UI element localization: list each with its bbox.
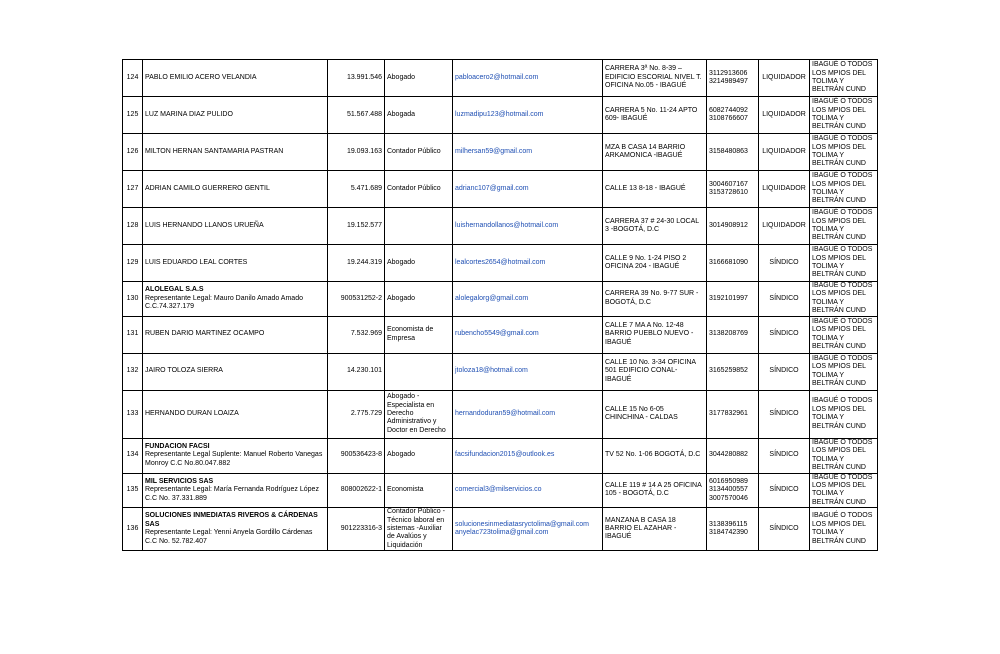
phone-number: 3138208769 <box>709 330 748 338</box>
row-number: 132 <box>126 367 139 375</box>
row-number: 130 <box>126 294 139 302</box>
document-cell <box>328 245 385 282</box>
row-number-cell <box>123 208 143 245</box>
profession-cell <box>385 390 453 438</box>
name-cell <box>143 508 328 551</box>
row-number: 134 <box>126 451 139 459</box>
address-text: CALLE 119 # 14 A 25 OFICINA 105 - BOGOTÁ, D.C <box>605 482 702 498</box>
role-text: SÍNDICO <box>769 330 799 338</box>
email-link[interactable]: luishernandollanos@hotmail.com <box>455 221 559 229</box>
name-cell <box>143 134 328 171</box>
phone-number: 3134400557 <box>709 486 748 494</box>
person-name: Representante Legal: Yenni Anyela Gordillo Cárdenas C.C No. 52.782.407 <box>145 529 313 545</box>
profession-cell <box>385 208 453 245</box>
zone-text: IBAGUÉ O TODOS LOS MPIOS DEL TOLIMA Y BELTRÁN CUND <box>812 246 873 279</box>
profession-text: Economista <box>387 486 424 494</box>
phone-cell <box>707 171 759 208</box>
zone-cell <box>810 316 878 353</box>
profession-text: Contador Público - Técnico laboral en sistemas -Auxiliar de Avalúos y Liquidación <box>387 508 445 549</box>
email-link[interactable]: lealcortes2654@hotmail.com <box>455 258 546 266</box>
document-cell <box>328 97 385 134</box>
profession-text: Abogado - Especialista en Derecho Administrativo y Doctor en Derecho <box>387 393 446 434</box>
phone-cell <box>707 282 759 317</box>
role-text: LIQUIDADOR <box>762 110 806 118</box>
role-text: SÍNDICO <box>769 258 799 266</box>
phone-number: 3044280882 <box>709 451 748 459</box>
role-cell <box>759 508 810 551</box>
document-cell <box>328 282 385 317</box>
document-cell <box>328 473 385 508</box>
profession-cell <box>385 97 453 134</box>
role-text: SÍNDICO <box>769 486 799 494</box>
row-number-cell <box>123 171 143 208</box>
phone-cell <box>707 60 759 97</box>
phone-cell <box>707 316 759 353</box>
address-text: CALLE 15 No 6-05 CHINCHINA - CALDAS <box>605 405 678 422</box>
email-link[interactable]: pabloacero2@hotmail.com <box>455 73 539 81</box>
zone-text: IBAGUÉ O TODOS LOS MPIOS DEL TOLIMA Y BELTRÁN CUND <box>812 61 873 94</box>
phone-number: 6082744092 <box>709 106 748 114</box>
address-cell <box>603 97 707 134</box>
address-text: MZA B CASA 14 BARRIO ARKAMONICA -IBAGUÉ <box>605 143 686 159</box>
email-cell <box>453 353 603 390</box>
email-cell <box>453 282 603 317</box>
row-number-cell <box>123 316 143 353</box>
profession-cell <box>385 282 453 317</box>
row-number-cell <box>123 60 143 97</box>
role-cell <box>759 208 810 245</box>
name-cell <box>143 97 328 134</box>
zone-text: IBAGUÉ O TODOS LOS MPIOS DEL TOLIMA Y BELTRÁN CUND <box>812 397 873 430</box>
role-cell <box>759 171 810 208</box>
name-cell <box>143 208 328 245</box>
role-cell <box>759 134 810 171</box>
address-cell <box>603 60 707 97</box>
zone-cell <box>810 60 878 97</box>
email-cell <box>453 473 603 508</box>
document-number: 2.775.729 <box>350 409 382 417</box>
address-cell <box>603 245 707 282</box>
zone-cell <box>810 97 878 134</box>
zone-text: IBAGUÉ O TODOS LOS MPIOS DEL TOLIMA Y BELTRÁN CUND <box>812 172 873 205</box>
email-cell <box>453 245 603 282</box>
person-name: RUBEN DARIO MARTINEZ OCAMPO <box>145 330 265 338</box>
row-number-cell <box>123 438 143 473</box>
role-text: SÍNDICO <box>769 367 799 375</box>
company-name: SOLUCIONES INMEDIATAS RIVEROS & CÁRDENAS SAS <box>145 512 318 528</box>
zone-cell <box>810 353 878 390</box>
name-cell <box>143 60 328 97</box>
role-text: SÍNDICO <box>769 451 799 459</box>
document-number: 14.230.101 <box>346 367 382 375</box>
address-cell <box>603 208 707 245</box>
document-number: 7.532.969 <box>350 330 382 338</box>
phone-number: 3004607167 <box>709 180 748 188</box>
email-link[interactable]: solucionesinmediatasryctolima@gmail.com <box>455 520 589 528</box>
person-name: MILTON HERNAN SANTAMARIA PASTRAN <box>145 147 284 155</box>
phone-cell <box>707 438 759 473</box>
email-cell <box>453 438 603 473</box>
email-cell <box>453 316 603 353</box>
document-number: 13.991.546 <box>346 73 382 81</box>
phone-number: 6016950989 <box>709 477 748 485</box>
email-cell <box>453 134 603 171</box>
zone-cell <box>810 171 878 208</box>
email-cell <box>453 208 603 245</box>
table-row <box>123 134 878 171</box>
table-row <box>123 282 878 317</box>
role-cell <box>759 60 810 97</box>
document-number: 901223316-3 <box>340 525 382 533</box>
email-link[interactable]: comercial3@milservicios.co <box>455 486 542 494</box>
person-name: LUIS EDUARDO LEAL CORTES <box>145 258 248 266</box>
phone-cell <box>707 134 759 171</box>
name-cell <box>143 171 328 208</box>
phone-number: 3165259852 <box>709 367 748 375</box>
table-row <box>123 508 878 551</box>
email-link[interactable]: alolegalorg@gmail.com <box>455 294 529 302</box>
zone-text: IBAGUÉ O TODOS LOS MPIOS DEL TOLIMA Y BELTRÁN CUND <box>812 209 873 242</box>
email-link[interactable]: hernandoduran59@hotmail.com <box>455 409 556 417</box>
phone-number: 3014908912 <box>709 221 748 229</box>
address-text: CARRERA 37 # 24-30 LOCAL 3 -BOGOTÁ, D.C <box>605 217 699 233</box>
table-row <box>123 208 878 245</box>
document-cell <box>328 390 385 438</box>
row-number-cell <box>123 134 143 171</box>
table-row <box>123 97 878 134</box>
document-number: 19.244.319 <box>346 258 382 266</box>
name-cell <box>143 438 328 473</box>
address-cell <box>603 438 707 473</box>
table-row <box>123 171 878 208</box>
zone-text: IBAGUÉ O TODOS LOS MPIOS DEL TOLIMA Y BELTRÁN CUND <box>812 354 873 388</box>
email-cell <box>453 508 603 551</box>
phone-number: 3153728610 <box>709 189 748 196</box>
profession-cell <box>385 171 453 208</box>
zone-text: IBAGUÉ O TODOS LOS MPIOS DEL TOLIMA Y BELTRÁN CUND <box>812 135 873 168</box>
address-text: CARRERA 3ª No. 8-39 – EDIFICIO ESCORIAL NIVEL T. OFICINA No.05 - IBAGUÉ <box>605 65 702 90</box>
email-link[interactable]: anyelac723tolima@gmail.com <box>455 529 549 537</box>
profession-text: Abogado <box>387 73 416 81</box>
table-row <box>123 473 878 508</box>
address-cell <box>603 508 707 551</box>
person-name: PABLO EMILIO ACERO VELANDIA <box>145 73 257 81</box>
phone-number: 3166681090 <box>709 258 748 266</box>
address-text: CALLE 7 MA A No. 12-48 BARRIO PUEBLO NUEVO - IBAGUÉ <box>605 322 694 346</box>
zone-cell <box>810 390 878 438</box>
zone-cell <box>810 508 878 551</box>
document-cell <box>328 134 385 171</box>
phone-cell <box>707 245 759 282</box>
role-cell <box>759 473 810 508</box>
zone-cell <box>810 245 878 282</box>
document-number: 5.471.689 <box>350 184 382 192</box>
table-row <box>123 438 878 473</box>
document-cell <box>328 438 385 473</box>
address-text: TV 52 No. 1-06 BOGOTÁ, D.C <box>605 451 701 459</box>
address-cell <box>603 390 707 438</box>
email-link[interactable]: luzmadipu123@hotmail.com <box>455 110 544 118</box>
role-cell <box>759 390 810 438</box>
profession-cell <box>385 60 453 97</box>
zone-cell <box>810 473 878 508</box>
profession-cell <box>385 245 453 282</box>
person-name: Representante Legal: Mauro Danilo Amado Amado C.C.74.327.179 <box>145 294 303 311</box>
document-number: 19.093.163 <box>346 147 382 155</box>
profession-text: Abogado <box>387 451 416 459</box>
phone-cell <box>707 97 759 134</box>
role-text: LIQUIDADOR <box>762 147 806 155</box>
email-link[interactable]: facsifundacion2015@outlook.es <box>455 451 555 459</box>
document-number: 19.152.577 <box>346 221 382 229</box>
profession-text: Contador Público <box>387 184 441 192</box>
profession-text: Economista de Empresa <box>387 326 434 342</box>
role-cell <box>759 282 810 317</box>
row-number: 131 <box>126 330 139 338</box>
table-row <box>123 316 878 353</box>
document-cell <box>328 353 385 390</box>
document-number: 900531252-2 <box>340 294 382 302</box>
zone-text: IBAGUÉ O TODOS LOS MPIOS DEL TOLIMA Y BELTRÁN CUND <box>812 512 873 545</box>
document-cell <box>328 171 385 208</box>
table-body <box>123 60 878 551</box>
table-row <box>123 390 878 438</box>
role-cell <box>759 438 810 473</box>
zone-text: IBAGUÉ O TODOS LOS MPIOS DEL TOLIMA Y BELTRÁN CUND <box>812 317 873 351</box>
zone-text: IBAGUÉ O TODOS LOS MPIOS DEL TOLIMA Y BELTRÁN CUND <box>812 473 873 506</box>
zone-text: IBAGUÉ O TODOS LOS MPIOS DEL TOLIMA Y BELTRÁN CUND <box>812 98 873 131</box>
document-number: 900536423-8 <box>340 451 382 459</box>
row-number: 135 <box>126 486 139 494</box>
row-number-cell <box>123 97 143 134</box>
role-text: SÍNDICO <box>769 409 799 417</box>
row-number-cell <box>123 390 143 438</box>
profession-text: Abogado <box>387 258 416 266</box>
role-text: SÍNDICO <box>769 294 799 302</box>
email-cell <box>453 97 603 134</box>
email-link[interactable]: milhersan59@gmail.com <box>455 147 533 155</box>
address-cell <box>603 171 707 208</box>
profession-cell <box>385 134 453 171</box>
email-cell <box>453 171 603 208</box>
profession-cell <box>385 353 453 390</box>
row-number-cell <box>123 282 143 317</box>
phone-number: 3108766607 <box>709 115 748 122</box>
role-text: LIQUIDADOR <box>762 184 806 192</box>
phone-number: 3138396115 <box>709 520 748 528</box>
address-cell <box>603 473 707 508</box>
document-cell <box>328 316 385 353</box>
row-number-cell <box>123 353 143 390</box>
table-row <box>123 353 878 390</box>
name-cell <box>143 282 328 317</box>
role-text: LIQUIDADOR <box>762 73 806 81</box>
person-name: LUIS HERNANDO LLANOS URUEÑA <box>145 221 264 229</box>
phone-cell <box>707 208 759 245</box>
row-number-cell <box>123 473 143 508</box>
profession-cell <box>385 473 453 508</box>
auxiliaries-register-table <box>122 59 878 551</box>
address-cell <box>603 134 707 171</box>
profession-cell <box>385 438 453 473</box>
row-number: 127 <box>126 184 139 192</box>
person-name: Representante Legal Suplente: Manuel Roberto Vanegas Monroy C.C No.80.047.882 <box>145 451 323 467</box>
company-name: MIL SERVICIOS SAS <box>145 477 214 485</box>
role-cell <box>759 353 810 390</box>
role-cell <box>759 316 810 353</box>
document-cell <box>328 208 385 245</box>
phone-number: 3184742390 <box>709 529 748 537</box>
address-text: CALLE 10 No. 3-34 OFICINA 501 EDIFICIO CONAL- IBAGUÉ <box>605 359 696 383</box>
row-number: 133 <box>126 409 139 417</box>
document-number: 808002622-1 <box>340 486 382 494</box>
phone-cell <box>707 390 759 438</box>
profession-cell <box>385 316 453 353</box>
person-name: LUZ MARINA DIAZ PULIDO <box>145 110 233 118</box>
address-text: CALLE 13 8-18 - IBAGUÉ <box>605 184 686 192</box>
phone-cell <box>707 353 759 390</box>
row-number-cell <box>123 245 143 282</box>
person-name: ADRIAN CAMILO GUERRERO GENTIL <box>145 184 270 192</box>
row-number: 125 <box>126 110 139 118</box>
address-text: CARRERA 5 No. 11-24 APTO 609- IBAGUÉ <box>605 106 698 122</box>
profession-text: Contador Público <box>387 147 441 155</box>
row-number: 126 <box>126 147 139 155</box>
phone-number: 3112913606 <box>709 69 748 77</box>
zone-cell <box>810 438 878 473</box>
person-name: HERNANDO DURAN LOAIZA <box>145 409 239 417</box>
zone-text: IBAGUÉ O TODOS LOS MPIOS DEL TOLIMA Y BELTRÁN CUND <box>812 282 873 315</box>
company-name: FUNDACION FACSI <box>145 443 210 451</box>
phone-number: 3177832961 <box>709 409 748 417</box>
phone-cell <box>707 473 759 508</box>
zone-cell <box>810 282 878 317</box>
zone-cell <box>810 208 878 245</box>
document-cell <box>328 508 385 551</box>
row-number-cell <box>123 508 143 551</box>
phone-number: 3214989497 <box>709 78 748 85</box>
phone-number: 3192101997 <box>709 294 748 302</box>
name-cell <box>143 316 328 353</box>
address-text: CARRERA 39 No. 9-77 SUR - BOGOTÁ, D.C <box>605 290 699 306</box>
role-cell <box>759 245 810 282</box>
zone-cell <box>810 134 878 171</box>
table-row <box>123 245 878 282</box>
row-number: 136 <box>126 525 139 533</box>
email-link[interactable]: jtoloza18@hotmail.com <box>455 367 528 375</box>
zone-text: IBAGUÉ O TODOS LOS MPIOS DEL TOLIMA Y BELTRÁN CUND <box>812 438 873 472</box>
email-cell <box>453 60 603 97</box>
row-number: 129 <box>126 258 139 266</box>
role-cell <box>759 97 810 134</box>
person-name: Representante Legal: María Fernanda Rodríguez López C.C No. 37.331.889 <box>145 486 319 502</box>
address-cell <box>603 282 707 317</box>
role-text: LIQUIDADOR <box>762 221 806 229</box>
profession-text: Abogado <box>387 294 416 302</box>
profession-text: Abogada <box>387 110 416 118</box>
row-number: 128 <box>126 221 139 229</box>
name-cell <box>143 390 328 438</box>
address-cell <box>603 353 707 390</box>
document-number: 51.567.488 <box>346 110 382 118</box>
name-cell <box>143 245 328 282</box>
company-name: ALOLEGAL S.A.S <box>145 286 204 294</box>
email-cell <box>453 390 603 438</box>
email-link[interactable]: rubencho5549@gmail.com <box>455 330 539 338</box>
name-cell <box>143 473 328 508</box>
person-name: JAIRO TOLOZA SIERRA <box>145 367 223 375</box>
document-cell <box>328 60 385 97</box>
phone-number: 3158480863 <box>709 147 748 155</box>
name-cell <box>143 353 328 390</box>
profession-cell <box>385 508 453 551</box>
address-text: CALLE 9 No. 1-24 PISO 2 OFICINA 204 - IBAGUÉ <box>605 254 687 270</box>
email-link[interactable]: adrianc107@gmail.com <box>455 184 529 192</box>
row-number: 124 <box>126 73 139 81</box>
phone-cell <box>707 508 759 551</box>
table-row <box>123 60 878 97</box>
role-text: SÍNDICO <box>769 525 799 533</box>
address-text: MANZANA B CASA 18 BARRIO EL AZAHAR - IBAGUÉ <box>605 516 677 541</box>
phone-number: 3007570046 <box>709 494 748 502</box>
address-cell <box>603 316 707 353</box>
